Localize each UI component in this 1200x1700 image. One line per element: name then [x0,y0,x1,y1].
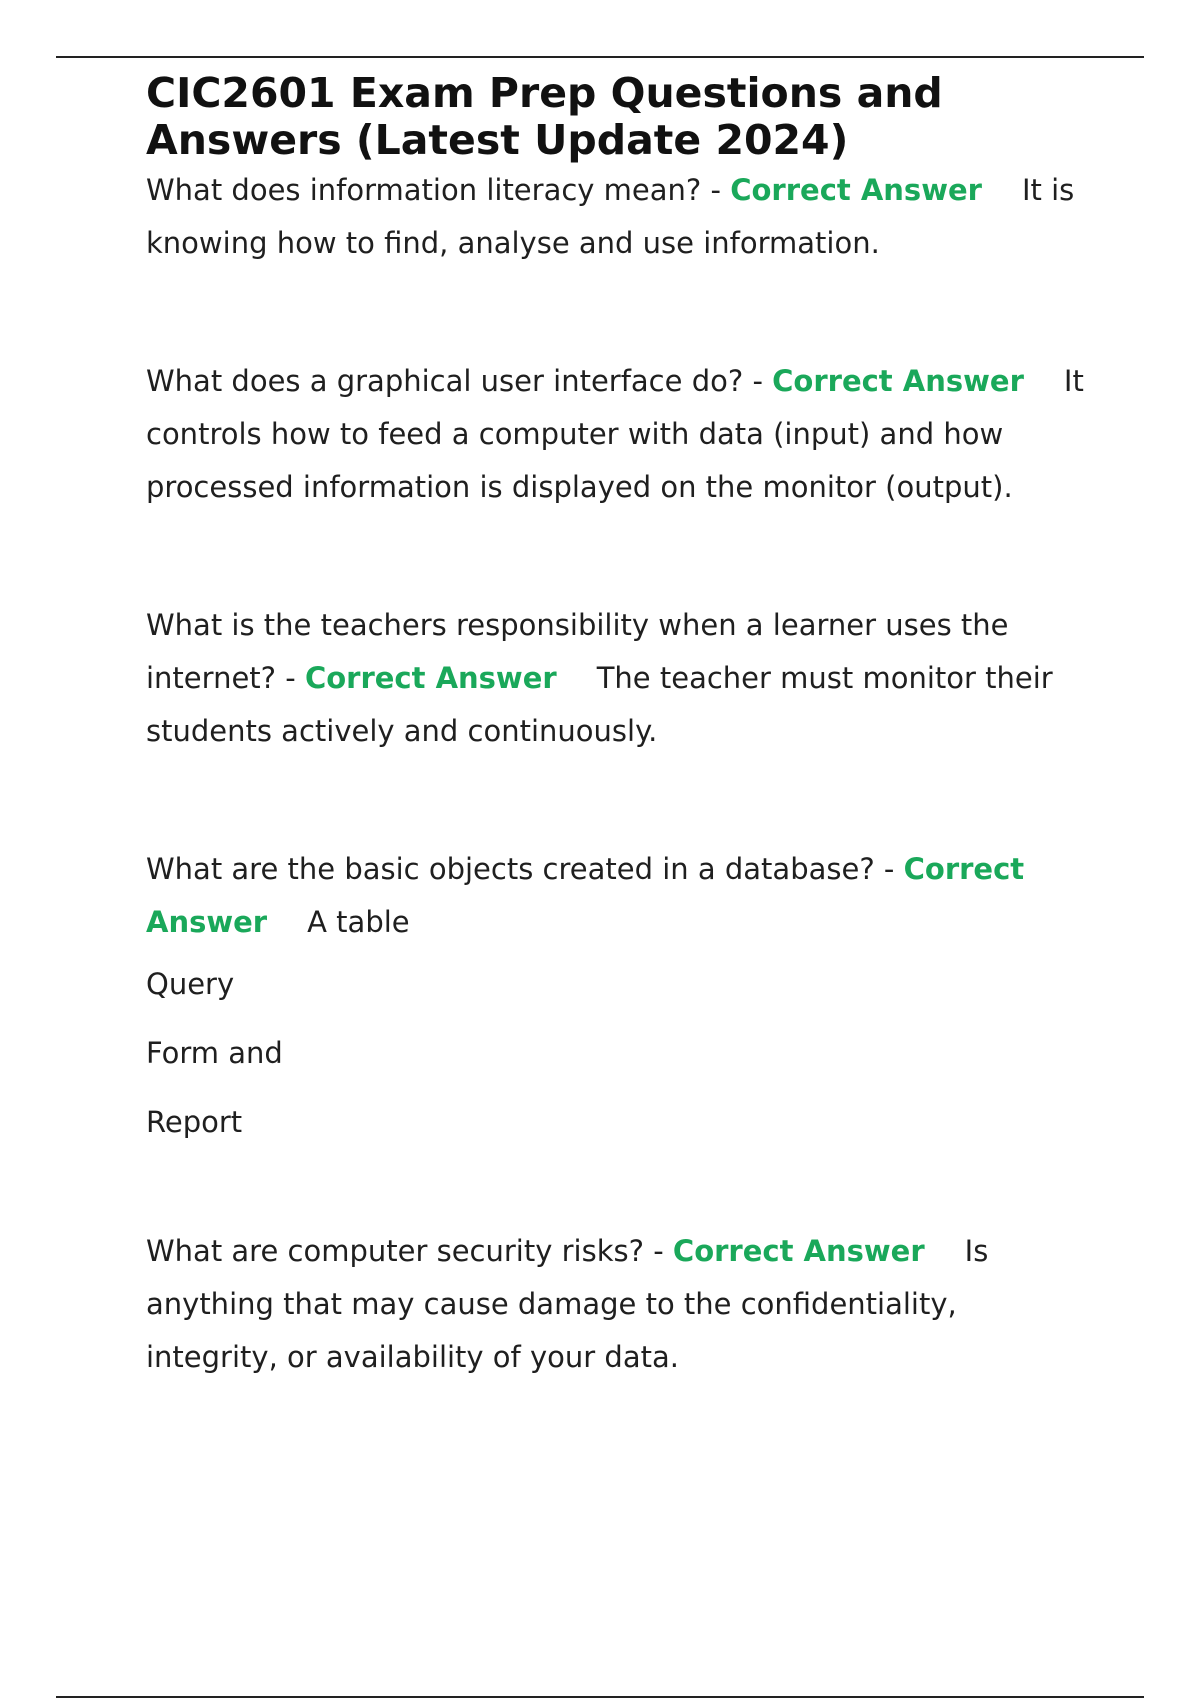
correct-answer-label: Correct Answer [146,852,1025,939]
question-text: What does information literacy mean? - [146,173,731,207]
correct-answer-label: Correct Answer [304,661,557,695]
correct-answer-label: Correct Answer [672,1234,925,1268]
top-rule [56,56,1144,58]
page-title: CIC2601 Exam Prep Questions and Answers (Latest Update 2024) [146,69,943,164]
answer-text: The teacher must monitor their students actively and continuously. [146,661,1053,748]
question-text: What are the basic objects created in a database? - [146,852,904,886]
correct-answer-label: Correct Answer [772,364,1024,398]
bottom-rule [56,1696,1144,1698]
answer-list-item: Query [146,967,235,1001]
question-text: What is the teachers responsibility when a learner uses the internet? - [146,608,1009,695]
answer-text: Is anything that may cause damage to the confidentiality, integrity, or availability of your data. [146,1234,989,1374]
question-text: What does a graphical user interface do? - [146,364,773,398]
answer-text: It controls how to feed a computer with data (input) and how processed information is displayed on the monitor (output). [146,364,1084,504]
document-body [146,70,1096,1384]
answer-text: It is knowing how to find, analyse and use information. [146,173,1075,260]
qa-item-2 [146,355,1096,514]
qa-item-1 [146,164,1096,270]
answer-list-item: Form and [146,1036,283,1070]
answer-text: A table [307,905,410,939]
qa-item-5 [146,1225,1096,1384]
question-text: What are computer security risks? - [146,1234,673,1268]
answer-list-item: Report [146,1105,243,1139]
qa-item-3 [146,599,1096,758]
correct-answer-label: Correct Answer [730,173,982,207]
qa-item-4 [146,843,1096,949]
